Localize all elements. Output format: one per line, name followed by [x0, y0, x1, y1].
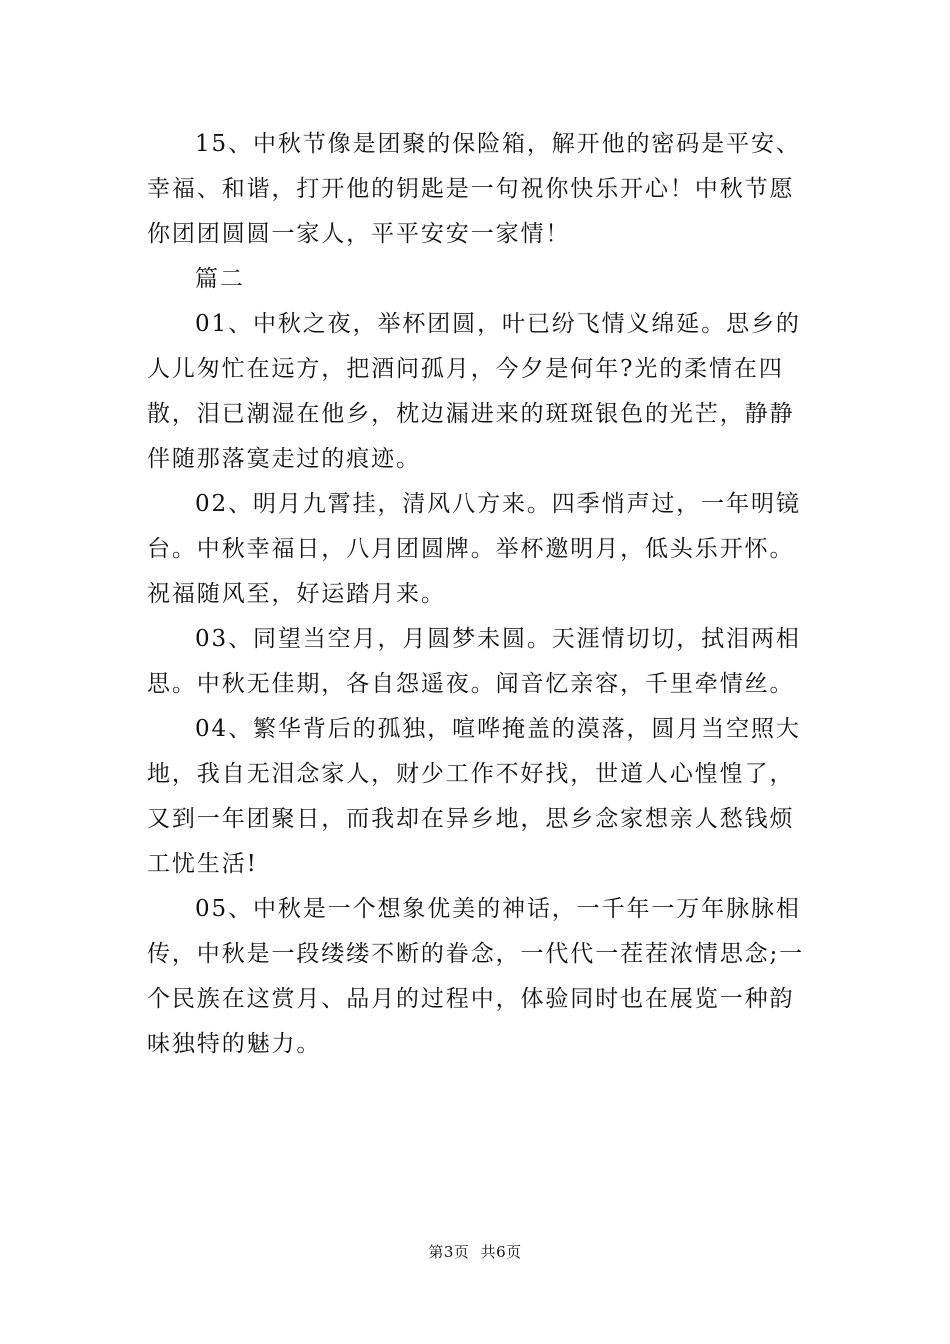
paragraph-02: 02、明月九霄挂，清风八方来。四季悄声过，一年明镜台。中秋幸福日，八月团圆牌。举杯邀明月，低头乐开怀。祝福随风至，好运踏月来。 — [147, 491, 801, 607]
paragraph-01: 01、中秋之夜，举杯团圆，叶已纷飞情义绵延。思乡的人儿匆忙在远方，把酒问孤月，今夕是何年?光的柔情在四散，泪已潮湿在他乡，枕边漏进来的斑斑银色的光芒，静静伴随那落寞走过的痕迹。 — [147, 311, 801, 472]
page-footer — [0, 1241, 950, 1262]
paragraph-05: 05、中秋是一个想象优美的神话，一千年一万年脉脉相传，中秋是一段缕缕不断的眷念，一代代一茬茬浓情思念;一个民族在这赏月、品月的过程中，体验同时也在展览一种韵味独特的魅力。 — [147, 896, 805, 1057]
page-number: 第3页 — [428, 1243, 470, 1261]
document-body — [147, 122, 807, 1067]
paragraph-04: 04、繁华背后的孤独，喧哗掩盖的漠落，圆月当空照大地，我自无泪念家人，财少工作不好找，世道人心惶惶了，又到一年团聚日，而我却在异乡地，思乡念家想亲人愁钱烦工忧生活! — [147, 716, 801, 877]
paragraph-15: 15、中秋节像是团聚的保险箱，解开他的密码是平安、幸福、和谐，打开他的钥匙是一句祝你快乐开心！中秋节愿你团团圆圆一家人，平平安安一家情！ — [147, 131, 801, 247]
page-total: 共6页 — [480, 1243, 522, 1261]
section-heading: 篇二 — [195, 266, 245, 292]
paragraph-03: 03、同望当空月，月圆梦未圆。天涯情切切，拭泪两相思。中秋无佳期，各自怨遥夜。闻音忆亲容，千里牵情丝。 — [147, 626, 801, 697]
